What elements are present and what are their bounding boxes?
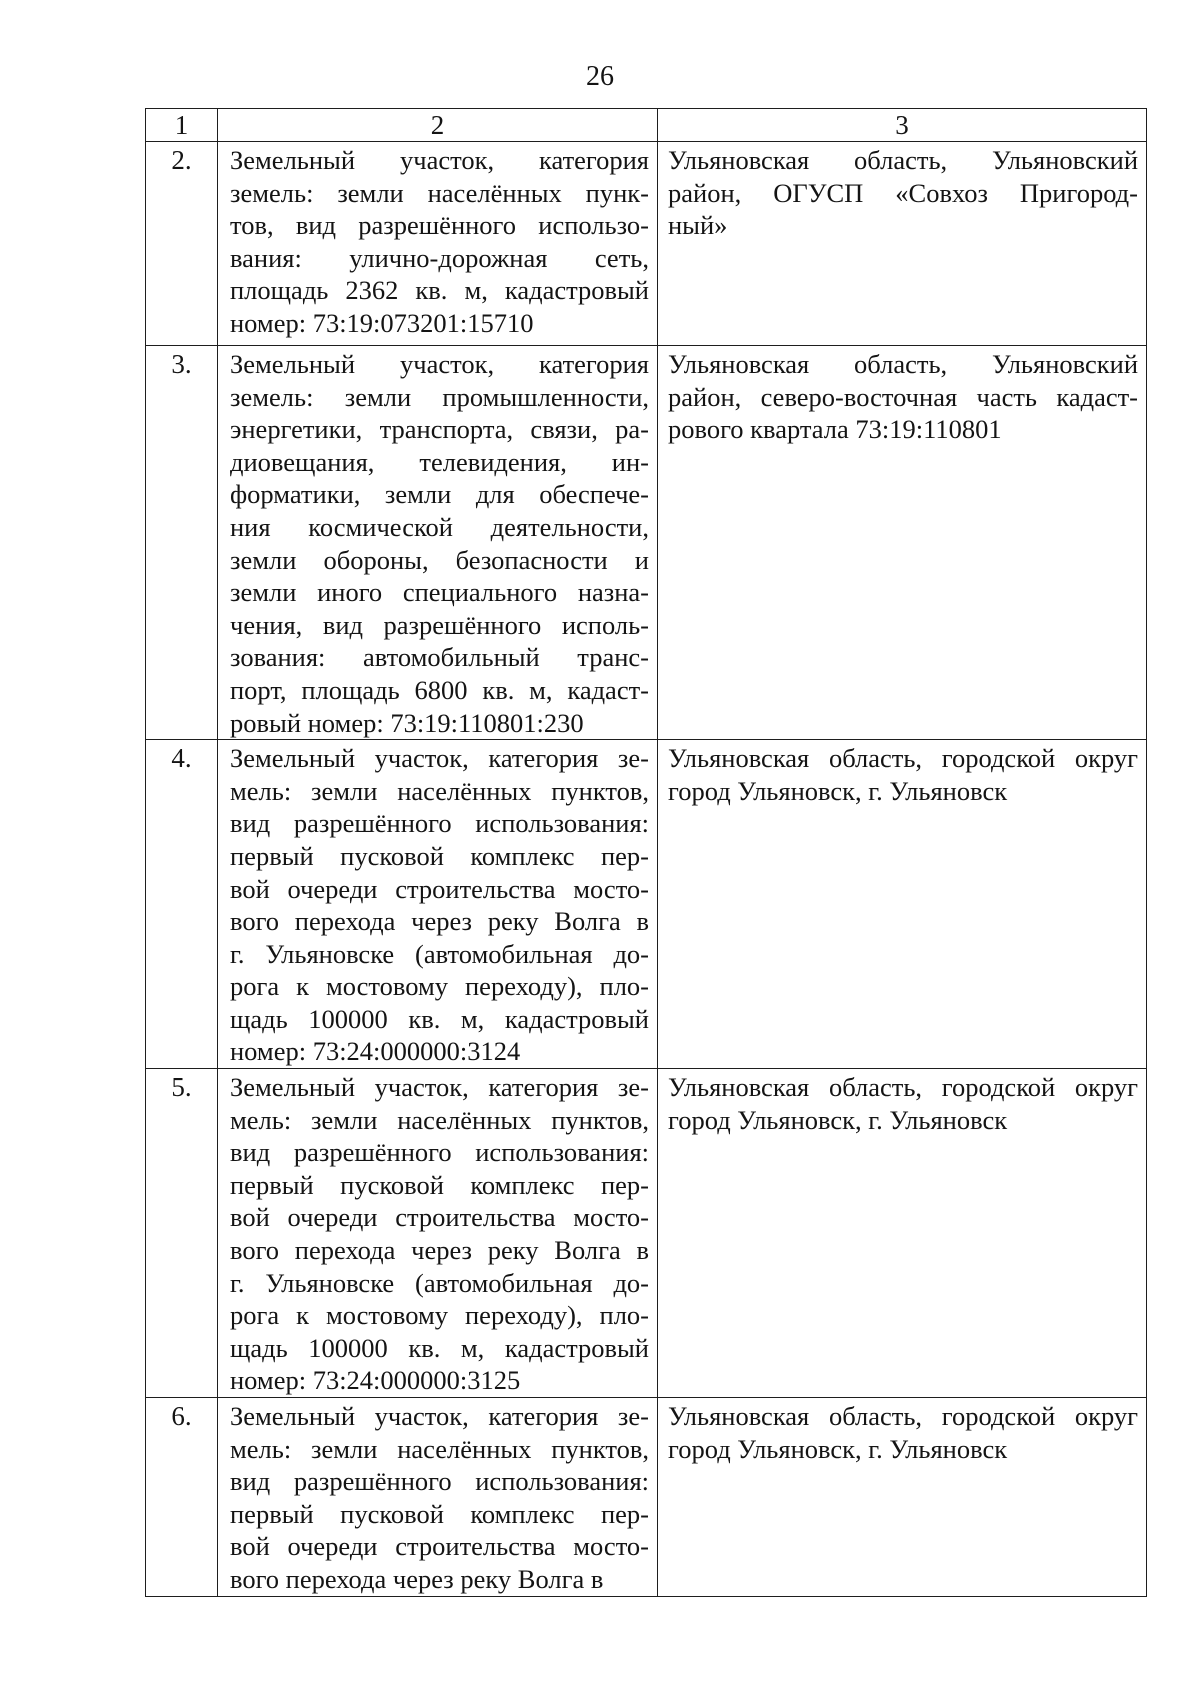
- location-line: город Ульяновск, г. Ульяновск: [668, 775, 1008, 806]
- table-rows: [146, 142, 1147, 1597]
- description-line: Земельный участок, категория: [230, 349, 649, 379]
- page-number: 26: [586, 61, 614, 92]
- description-line: ровый номер: 73:19:110801:230: [230, 707, 584, 738]
- description-line: энергетики, транспорта, связи, ра-: [230, 414, 649, 445]
- description-line: земли обороны, безопасности и: [230, 544, 649, 575]
- description-line: земель: земли населённых пунк-: [230, 177, 649, 208]
- location-line: ный»: [668, 210, 728, 241]
- description-line: земель: земли промышленности,: [230, 381, 649, 412]
- plot-description-cell: [218, 142, 658, 346]
- land-plots-table: [145, 108, 1147, 1597]
- description-line: мель: земли населённых пунктов,: [230, 775, 649, 806]
- location-line: Ульяновская область, Ульяновский: [668, 145, 1138, 175]
- description-line: вой очереди строительства мосто-: [230, 1202, 649, 1233]
- plot-location-cell: [658, 740, 1147, 1069]
- description-line: диовещания, телевидения, ин-: [230, 446, 649, 477]
- description-line: номер: 73:24:000000:3124: [230, 1036, 521, 1067]
- plot-location-cell: [658, 346, 1147, 740]
- description-line: порт, площадь 6800 кв. м, кадаст-: [230, 674, 649, 705]
- column-header-3: 3: [658, 109, 1147, 142]
- row-number: 6.: [146, 1398, 218, 1597]
- location-line: рового квартала 73:19:110801: [668, 414, 1002, 445]
- table-row: [146, 142, 1147, 346]
- description-line: вид разрешённого использования:: [230, 1466, 649, 1497]
- plot-location-cell: [658, 1398, 1147, 1597]
- plot-description-cell: [218, 1398, 658, 1597]
- column-header-1: 1: [146, 109, 218, 142]
- description-line: чения, вид разрешённого исполь-: [230, 609, 649, 640]
- table-row: [146, 346, 1147, 740]
- location-line: Ульяновская область, городской округ: [668, 1072, 1138, 1103]
- plot-description-cell: [218, 740, 658, 1069]
- location-line: Ульяновская область, городской округ: [668, 1401, 1138, 1431]
- location-line: город Ульяновск, г. Ульяновск: [668, 1433, 1008, 1464]
- description-line: вания: улично-дорожная сеть,: [230, 242, 649, 273]
- description-line: Земельный участок, категория зе-: [230, 1401, 649, 1431]
- description-line: рога к мостовому переходу), пло-: [230, 1300, 649, 1331]
- description-line: первый пусковой комплекс пер-: [230, 840, 649, 871]
- table-row: [146, 740, 1147, 1069]
- description-line: первый пусковой комплекс пер-: [230, 1169, 649, 1200]
- description-line: первый пусковой комплекс пер-: [230, 1498, 649, 1529]
- plot-description-cell: [218, 346, 658, 740]
- description-line: форматики, земли для обеспече-: [230, 479, 649, 510]
- location-line: район, северо-восточная часть кадаст-: [668, 381, 1138, 412]
- description-line: тов, вид разрешённого использо-: [230, 210, 649, 241]
- description-line: ния космической деятельности,: [230, 511, 649, 542]
- description-line: земли иного специального назна-: [230, 577, 649, 608]
- column-header-2: 2: [218, 109, 658, 142]
- description-line: зования: автомобильный транс-: [230, 642, 649, 673]
- description-line: вид разрешённого использования:: [230, 1137, 649, 1168]
- description-line: щадь 100000 кв. м, кадастровый: [230, 1003, 649, 1034]
- plot-location-cell: [658, 1069, 1147, 1398]
- description-line: вид разрешённого использования:: [230, 808, 649, 839]
- table-header-row: [146, 109, 1147, 142]
- description-line: номер: 73:19:073201:15710: [230, 307, 534, 338]
- description-line: мель: земли населённых пунктов,: [230, 1433, 649, 1464]
- description-line: г. Ульяновске (автомобильная до-: [230, 938, 649, 969]
- description-line: вого перехода через реку Волга в: [230, 1235, 649, 1266]
- description-line: мель: земли населённых пунктов,: [230, 1104, 649, 1135]
- location-line: город Ульяновск, г. Ульяновск: [668, 1104, 1008, 1135]
- description-line: Земельный участок, категория зе-: [230, 1072, 649, 1103]
- description-line: г. Ульяновске (автомобильная до-: [230, 1267, 649, 1298]
- row-number: 3.: [146, 346, 218, 740]
- row-number: 5.: [146, 1069, 218, 1398]
- row-number: 4.: [146, 740, 218, 1069]
- table-row: [146, 1398, 1147, 1597]
- table-row: [146, 1069, 1147, 1398]
- description-line: вого перехода через реку Волга в: [230, 906, 649, 937]
- description-line: вого перехода через реку Волга в: [230, 1563, 604, 1594]
- plot-description-cell: [218, 1069, 658, 1398]
- plot-location-cell: [658, 142, 1147, 346]
- location-line: Ульяновская область, городской округ: [668, 743, 1138, 774]
- location-line: Ульяновская область, Ульяновский: [668, 349, 1138, 379]
- description-line: площадь 2362 кв. м, кадастровый: [230, 275, 649, 306]
- description-line: номер: 73:24:000000:3125: [230, 1365, 521, 1396]
- description-line: Земельный участок, категория зе-: [230, 743, 649, 774]
- description-line: рога к мостовому переходу), пло-: [230, 971, 649, 1002]
- location-line: район, ОГУСП «Совхоз Пригород-: [668, 177, 1138, 208]
- row-number: 2.: [146, 142, 218, 346]
- description-line: щадь 100000 кв. м, кадастровый: [230, 1332, 649, 1363]
- description-line: вой очереди строительства мосто-: [230, 1531, 649, 1562]
- description-line: Земельный участок, категория: [230, 145, 649, 175]
- description-line: вой очереди строительства мосто-: [230, 873, 649, 904]
